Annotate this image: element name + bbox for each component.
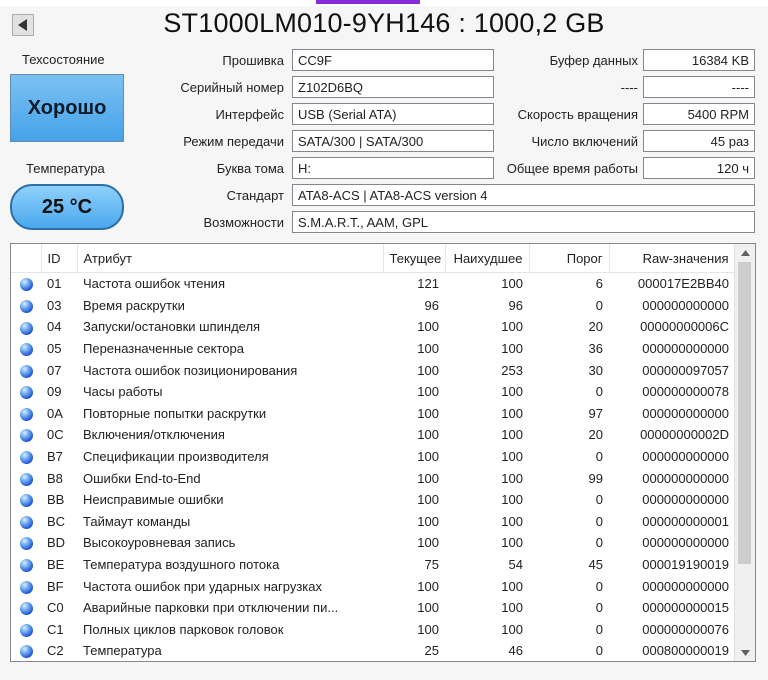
threshold-cell: 0 — [595, 578, 603, 594]
current-cell: 75 — [424, 557, 439, 573]
power-hours-field: 120 ч — [643, 157, 755, 179]
threshold-cell: 0 — [595, 513, 603, 529]
threshold-cell: 0 — [595, 297, 603, 313]
current-cell: 100 — [417, 513, 439, 529]
current-cell: 100 — [417, 578, 439, 594]
worst-cell: 100 — [501, 276, 523, 292]
current-cell: 100 — [417, 341, 439, 357]
worst-cell: 100 — [501, 341, 523, 357]
status-cell — [11, 446, 41, 468]
threshold-cell: 0 — [595, 643, 603, 659]
power-hours-label: Общее время работы — [506, 161, 638, 176]
serial-label: Серийный номер — [180, 80, 284, 95]
table-row[interactable] — [11, 575, 735, 597]
status-dot-icon — [20, 300, 33, 313]
threshold-cell: 0 — [595, 384, 603, 400]
current-cell: 100 — [417, 384, 439, 400]
worst-cell: 100 — [501, 578, 523, 594]
status-cell — [11, 489, 41, 511]
status-cell — [11, 338, 41, 360]
raw-cell: 000000000000 — [642, 578, 729, 594]
header-raw[interactable]: Raw-значения — [609, 244, 735, 273]
vertical-scrollbar[interactable] — [734, 244, 755, 661]
attribute-cell: Неисправимые ошибки — [83, 492, 224, 508]
threshold-cell: 30 — [588, 362, 603, 378]
id-cell: 09 — [47, 384, 62, 400]
current-cell: 121 — [417, 276, 439, 292]
power-count-label: Число включений — [531, 134, 638, 149]
accent-mark — [316, 0, 420, 4]
scroll-up-icon[interactable] — [735, 244, 755, 261]
worst-cell: 100 — [501, 600, 523, 616]
buffer-label: Буфер данных — [549, 53, 638, 68]
threshold-cell: 6 — [595, 276, 603, 292]
features-label: Возможности — [203, 215, 284, 230]
id-cell: BC — [47, 513, 66, 529]
threshold-cell: 97 — [588, 405, 603, 421]
status-cell — [11, 273, 41, 295]
worst-cell: 100 — [501, 513, 523, 529]
header-worst[interactable]: Наихудшее — [445, 244, 529, 273]
smart-table[interactable] — [10, 243, 756, 662]
raw-cell: 000000000078 — [642, 384, 729, 400]
status-cell — [11, 640, 41, 662]
table-row[interactable] — [11, 446, 735, 468]
attribute-cell: Спецификации производителя — [83, 449, 269, 465]
id-cell: BB — [47, 492, 65, 508]
attribute-cell: Частота ошибок позиционирования — [83, 362, 298, 378]
attribute-cell: Включения/отключения — [83, 427, 225, 443]
status-cell — [11, 295, 41, 317]
threshold-cell: 20 — [588, 427, 603, 443]
attribute-cell: Запуски/остановки шпинделя — [83, 319, 261, 335]
header-current[interactable]: Текущее — [383, 244, 445, 273]
table-row[interactable] — [11, 489, 735, 511]
raw-cell: 000019190019 — [642, 557, 729, 573]
worst-cell: 100 — [501, 427, 523, 443]
blank-label: ---- — [620, 80, 638, 95]
status-dot-icon — [20, 473, 33, 486]
worst-cell: 96 — [508, 297, 523, 313]
status-dot-icon — [20, 624, 33, 637]
id-cell: 04 — [47, 319, 62, 335]
attribute-cell: Переназначенные сектора — [83, 341, 244, 357]
id-cell: B7 — [47, 449, 63, 465]
status-cell — [11, 554, 41, 576]
current-cell: 100 — [417, 600, 439, 616]
status-dot-icon — [20, 365, 33, 378]
id-cell: 0C — [47, 427, 64, 443]
worst-cell: 100 — [501, 492, 523, 508]
features-field: S.M.A.R.T., AAM, GPL — [292, 211, 755, 233]
current-cell: 100 — [417, 427, 439, 443]
table-row[interactable] — [11, 338, 735, 360]
attribute-cell: Температура воздушного потока — [83, 557, 280, 573]
rpm-field: 5400 RPM — [643, 103, 755, 125]
disk-title: ST1000LM010-9YH146 : 1000,2 GB — [163, 8, 605, 38]
worst-cell: 100 — [501, 470, 523, 486]
threshold-cell: 0 — [595, 600, 603, 616]
health-label: Техсостояние — [22, 52, 105, 67]
status-dot-icon — [20, 386, 33, 399]
threshold-cell: 0 — [595, 449, 603, 465]
worst-cell: 46 — [508, 643, 523, 659]
status-dot-icon — [20, 451, 33, 464]
id-cell: B8 — [47, 470, 63, 486]
standard-field: ATA8-ACS | ATA8-ACS version 4 — [292, 184, 755, 206]
table-row[interactable] — [11, 597, 735, 619]
threshold-cell: 45 — [588, 557, 603, 573]
raw-cell: 00000000006C — [640, 319, 729, 335]
status-cell — [11, 619, 41, 641]
scroll-thumb[interactable] — [738, 262, 751, 564]
status-cell — [11, 403, 41, 425]
table-row[interactable] — [11, 467, 735, 489]
status-cell — [11, 511, 41, 533]
table-row[interactable] — [11, 554, 735, 576]
table-row[interactable] — [11, 532, 735, 554]
attribute-cell: Температура — [83, 643, 162, 659]
buffer-field: 16384 KB — [643, 49, 755, 71]
raw-cell: 000000000000 — [642, 470, 729, 486]
status-dot-icon — [20, 602, 33, 615]
table-header-row — [11, 244, 735, 273]
volume-label: Буква тома — [216, 161, 284, 176]
firmware-label: Прошивка — [222, 53, 284, 68]
status-dot-icon — [20, 537, 33, 550]
raw-cell: 000000000000 — [642, 405, 729, 421]
id-cell: BF — [47, 578, 64, 594]
table-row[interactable] — [11, 619, 735, 641]
worst-cell: 253 — [501, 362, 523, 378]
threshold-cell: 0 — [595, 492, 603, 508]
attribute-cell: Часы работы — [83, 384, 163, 400]
raw-cell: 000000000076 — [642, 621, 729, 637]
id-cell: 07 — [47, 362, 62, 378]
table-row[interactable] — [11, 640, 735, 662]
id-cell: C2 — [47, 643, 64, 659]
current-cell: 100 — [417, 535, 439, 551]
id-cell: C1 — [47, 621, 64, 637]
raw-cell: 000000000015 — [642, 600, 729, 616]
interface-label: Интерфейс — [215, 107, 284, 122]
status-dot-icon — [20, 516, 33, 529]
table-row[interactable] — [11, 381, 735, 403]
threshold-cell: 20 — [588, 319, 603, 335]
attribute-cell: Время раскрутки — [83, 297, 185, 313]
status-dot-icon — [20, 494, 33, 507]
raw-cell: 000000097057 — [642, 362, 729, 378]
health-status-button[interactable]: Хорошо — [10, 74, 124, 142]
transfer-label: Режим передачи — [183, 134, 284, 149]
id-cell: BE — [47, 557, 65, 573]
attribute-cell: Аварийные парковки при отключении пи... — [83, 600, 339, 616]
serial-field: Z102D6BQ — [292, 76, 494, 98]
attribute-cell: Частота ошибок при ударных нагрузках — [83, 578, 322, 594]
threshold-cell: 36 — [588, 341, 603, 357]
current-cell: 100 — [417, 449, 439, 465]
temperature-label: Температура — [26, 161, 105, 176]
current-cell: 100 — [417, 362, 439, 378]
raw-cell: 000000000000 — [642, 535, 729, 551]
standard-label: Стандарт — [226, 188, 284, 203]
id-cell: C0 — [47, 600, 64, 616]
id-cell: BD — [47, 535, 66, 551]
interface-field: USB (Serial ATA) — [292, 103, 494, 125]
table-row[interactable] — [11, 295, 735, 317]
worst-cell: 100 — [501, 405, 523, 421]
current-cell: 100 — [417, 492, 439, 508]
status-dot-icon — [20, 429, 33, 442]
worst-cell: 100 — [501, 449, 523, 465]
id-cell: 03 — [47, 297, 62, 313]
table-row[interactable] — [11, 316, 735, 338]
header-status[interactable] — [11, 244, 41, 273]
status-cell — [11, 381, 41, 403]
status-dot-icon — [20, 408, 33, 421]
worst-cell: 100 — [501, 535, 523, 551]
volume-field: H: — [292, 157, 494, 179]
threshold-cell: 0 — [595, 535, 603, 551]
table-row[interactable] — [11, 424, 735, 446]
status-dot-icon — [20, 581, 33, 594]
raw-cell: 000800000019 — [642, 643, 729, 659]
worst-cell: 54 — [508, 557, 523, 573]
attribute-cell: Таймаут команды — [83, 513, 191, 529]
threshold-cell: 0 — [595, 621, 603, 637]
worst-cell: 100 — [501, 621, 523, 637]
current-cell: 100 — [417, 470, 439, 486]
status-dot-icon — [20, 559, 33, 572]
worst-cell: 100 — [501, 319, 523, 335]
attribute-cell: Полных циклов парковок головок — [83, 621, 284, 637]
current-cell: 25 — [424, 643, 439, 659]
raw-cell: 000000000000 — [642, 449, 729, 465]
raw-cell: 000017E2BB40 — [637, 276, 729, 292]
header-threshold[interactable]: Порог — [529, 244, 609, 273]
header-id[interactable]: ID — [41, 244, 77, 273]
current-cell: 100 — [417, 621, 439, 637]
table-row[interactable] — [11, 273, 735, 295]
power-count-field: 45 раз — [643, 130, 755, 152]
status-dot-icon — [20, 645, 33, 658]
raw-cell: 000000000000 — [642, 492, 729, 508]
attribute-cell: Высокоуровневая запись — [83, 535, 236, 551]
id-cell: 05 — [47, 341, 62, 357]
current-cell: 96 — [424, 297, 439, 313]
id-cell: 01 — [47, 276, 62, 292]
table-row[interactable] — [11, 359, 735, 381]
raw-cell: 00000000002D — [640, 427, 729, 443]
raw-cell: 000000000000 — [642, 341, 729, 357]
status-cell — [11, 532, 41, 554]
id-cell: 0A — [47, 405, 63, 421]
status-cell — [11, 597, 41, 619]
rpm-label: Скорость вращения — [517, 107, 638, 122]
raw-cell: 000000000000 — [642, 297, 729, 313]
status-cell — [11, 424, 41, 446]
raw-cell: 000000000001 — [642, 513, 729, 529]
status-dot-icon — [20, 278, 33, 291]
scroll-down-icon[interactable] — [735, 644, 755, 661]
current-cell: 100 — [417, 319, 439, 335]
current-cell: 100 — [417, 405, 439, 421]
attribute-cell: Повторные попытки раскрутки — [83, 405, 267, 421]
transfer-field: SATA/300 | SATA/300 — [292, 130, 494, 152]
table-row[interactable] — [11, 403, 735, 425]
table-row[interactable] — [11, 511, 735, 533]
status-cell — [11, 316, 41, 338]
status-dot-icon — [20, 343, 33, 356]
blank-field: ---- — [643, 76, 755, 98]
threshold-cell: 99 — [588, 470, 603, 486]
worst-cell: 100 — [501, 384, 523, 400]
header-attribute[interactable]: Атрибут — [77, 244, 383, 273]
firmware-field: CC9F — [292, 49, 494, 71]
status-cell — [11, 359, 41, 381]
status-dot-icon — [20, 322, 33, 335]
status-cell — [11, 575, 41, 597]
attribute-cell: Частота ошибок чтения — [83, 276, 225, 292]
status-cell — [11, 467, 41, 489]
temperature-badge[interactable]: 25 °C — [10, 184, 124, 230]
attribute-cell: Ошибки End-to-End — [83, 470, 201, 486]
